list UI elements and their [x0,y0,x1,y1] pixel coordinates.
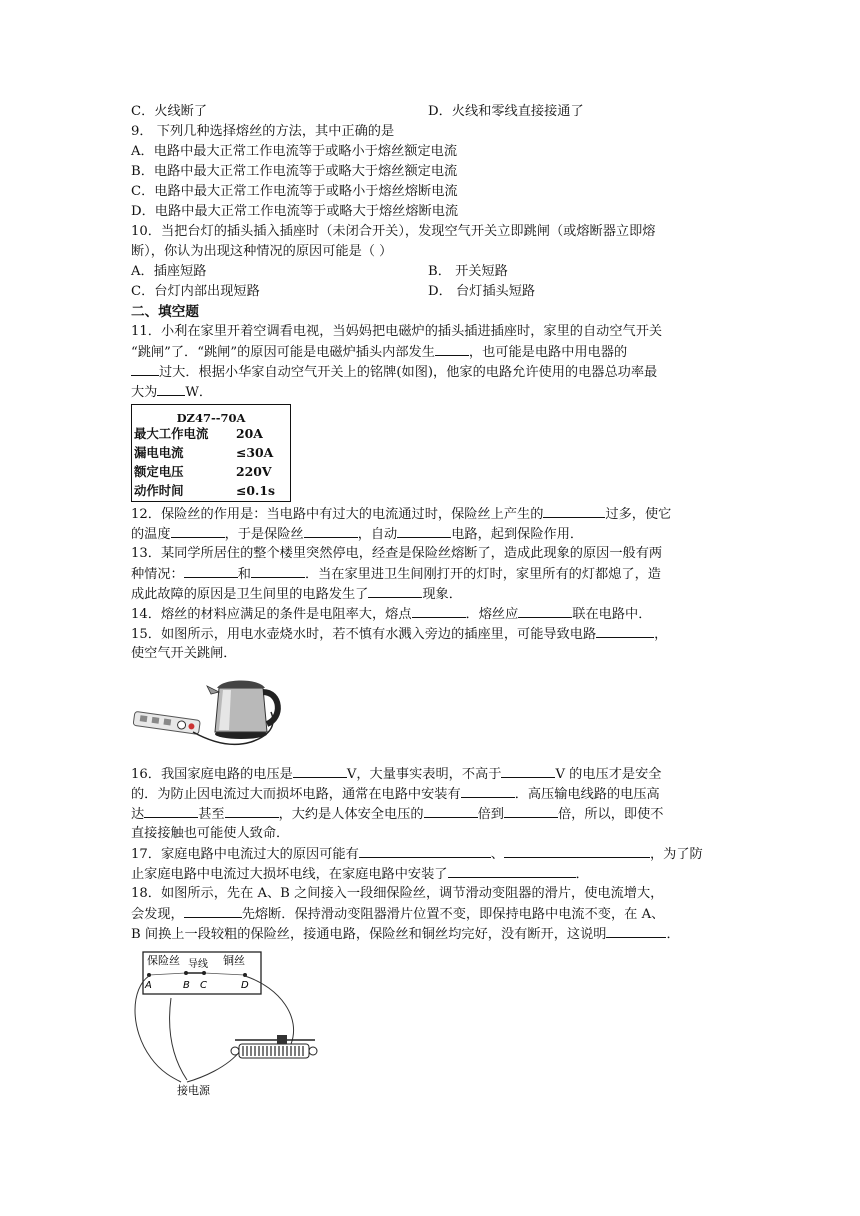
q16-text: V 的电压才是安全 [555,767,662,782]
fuse-circuit-illustration [131,948,341,1098]
q11-line2 [131,342,731,362]
q11-text: 过大．根据小华家自动空气开关上的铭牌(如图)，他家的电路允许使用的电器总功率最 [159,365,658,380]
q18-line2 [131,904,731,924]
point-c-marker [202,971,206,975]
q10-options-row1 [131,262,731,282]
fuse-circuit-figure [131,948,341,1098]
answer-blank [606,924,666,938]
q13-text: 种情况： [131,567,184,582]
breaker-nameplate [131,404,291,502]
answer-blank [501,764,555,778]
q12-text: ，于是保险丝 [224,527,304,542]
label-wire: 导线 [188,959,208,970]
q16-text: ．高压输电线路的电压高 [514,787,660,802]
q10-stem-line1: 10．当把台灯的插头插入插座时（未闭合开关），发现空气开关立即跳闸（或熔断器立即熔 [131,224,656,239]
answer-blank [504,804,558,818]
answer-blank [504,844,650,858]
q16-text: 达 [131,807,145,822]
q11-text: “跳闸”了．“跳闸”的原因可能是电磁炉插头内部发生 [131,345,435,360]
answer-blank [424,804,478,818]
exam-page [131,102,731,1098]
answer-blank [448,864,576,878]
q12-text: 12．保险丝的作用是：当电路中有过大的电流通过时，保险丝上产生的 [131,507,544,522]
q11-line4 [131,382,731,402]
label-power-source: 接电源 [177,1084,210,1097]
q11-line3 [131,362,731,382]
q16-line2 [131,784,731,804]
q13-text: 和 [237,567,251,582]
q18-text: 先熔断．保持滑动变阻器滑片位置不变，即保持电路中电流不变，在 A、 [241,907,665,922]
answer-blank [435,342,469,356]
point-label: A [145,980,152,991]
q9-stem: 9． 下列几种选择熔丝的方法，其中正确的是 [131,124,395,139]
q12-text: 的温度 [131,527,171,542]
q18-line3 [131,924,731,944]
answer-blank [144,804,198,818]
q10-option-c: C．台灯内部出现短路 [131,284,260,299]
q11-text: ，也可能是电路中用电器的 [468,345,628,360]
answer-blank [359,844,491,858]
q18-text: B 间换上一段较粗的保险丝，接通电路，保险丝和铜丝均完好，没有断开，这说明 [131,927,607,942]
q13-text: 现象． [422,587,462,602]
nameplate-label: 动作时间 [134,483,184,498]
q17-line2 [131,864,731,884]
answer-blank [171,524,225,538]
answer-blank [157,382,185,396]
q13-line1: 13．某同学所居住的整个楼里突然停电，经查是保险丝熔断了，造成此现象的原因一般有两 [131,546,663,561]
nameplate-label: 最大工作电流 [134,426,209,441]
q14-text: 14．熔丝的材料应满足的条件是电阻率大，熔点 [131,607,412,622]
q18-text: 会发现， [131,907,184,922]
nameplate-title: DZ47--70A [176,411,246,425]
q16-text: 倍，所以，即使不 [558,807,664,822]
q10-option-b: B． 开关短路 [428,264,508,279]
q8-option-c: C．火线断了 [131,104,208,119]
sliding-rheostat-icon [231,1035,317,1058]
q15-line1 [131,624,731,644]
q17-text: 17．家庭电路中电流过大的原因可能有 [131,847,359,862]
nameplate-label: 额定电压 [134,464,184,479]
answer-blank [412,604,466,618]
label-copper: 铜丝 [223,954,245,967]
q16-text: 倍到 [477,807,504,822]
q9-option-c: C．电路中最大正常工作电流等于或略小于熔丝熔断电流 [131,184,458,199]
q9-option-a: A．电路中最大正常工作电流等于或略小于熔丝额定电流 [131,144,458,159]
nameplate-label: 漏电电流 [134,445,184,460]
q17-text: 止家庭电路中电流过大损坏电线，在家庭电路中安装了 [131,867,448,882]
q15-line2: 使空气开关跳闸． [131,646,237,661]
q16-line1 [131,764,731,784]
answer-blank [184,904,242,918]
q18-text: ． [666,927,680,942]
section-heading-fill-blank: 二、填空题 [131,304,199,320]
point-b-marker [184,971,188,975]
q8-option-d: D．火线和零线直接接通了 [428,104,584,119]
q15-text: 15．如图所示，用电水壶烧水时，若不慎有水溅入旁边的插座里，可能导致电路 [131,627,597,642]
answer-blank [368,584,422,598]
answer-blank [225,804,279,818]
q10-option-a: A．插座短路 [131,264,207,279]
q13-line3 [131,584,731,604]
label-fuse: 保险丝 [147,954,180,967]
answer-blank [461,784,515,798]
q17-text: 、 [490,847,504,862]
q11-text: W． [185,385,213,400]
point-label: C [200,980,207,991]
q14-text: ．熔丝应 [465,607,519,622]
q18-line1: 18．如图所示，先在 A、B 之间接入一段细保险丝，调节滑动变阻器的滑片，使电流增大， [131,886,664,901]
q16-line4: 直接接触也可能使人致命． [131,826,290,841]
nameplate-value: ≤0.1s [236,483,275,498]
q13-line2 [131,564,731,584]
q16-line3 [131,804,731,824]
q14-line [131,604,731,624]
q17-text: ． [575,867,589,882]
answer-blank [596,624,654,638]
power-strip-icon [133,711,200,734]
answer-blank [543,504,605,518]
q17-text: ，为了防 [649,847,703,862]
q10-option-d: D． 台灯插头短路 [428,284,536,299]
q12-line1 [131,504,731,524]
answer-blank [518,604,572,618]
answer-blank [293,764,347,778]
q16-text: 的．为防止因电流过大而损坏电路，通常在电路中安装有 [131,787,461,802]
q16-text: 甚至 [198,807,225,822]
electric-kettle-icon [207,681,278,740]
point-label: B [183,980,190,991]
q10-options-row2 [131,282,731,302]
answer-blank [397,524,451,538]
answer-blank [131,362,159,376]
answer-blank [184,564,238,578]
answer-blank [251,564,305,578]
q12-text: ，自动 [357,527,398,542]
answer-blank [304,524,358,538]
q13-text: 成此故障的原因是卫生间里的电路发生了 [131,587,369,602]
q9-option-b: B．电路中最大正常工作电流等于或略大于熔丝额定电流 [131,164,458,179]
q17-line1 [131,844,731,864]
q16-text: V，大量事实表明，不高于 [346,767,502,782]
q8-options-row [131,102,731,122]
q12-text: 电路，起到保险作用． [451,527,584,542]
q12-line2 [131,524,731,544]
q12-text: 过多，使它 [605,507,672,522]
q16-text: ，大约是人体安全电压的 [278,807,424,822]
kettle-figure [131,668,291,764]
q10-stem-line2: 断），你认为出现这种情况的原因可能是（ ） [131,244,393,259]
q16-text: 16．我国家庭电路的电压是 [131,767,293,782]
lead-wire [170,998,187,1080]
nameplate-value: 20A [236,426,263,441]
q15-text: ， [654,627,668,642]
q11-line1: 11．小利在家里开着空调看电视，当妈妈把电磁炉的插头插进插座时，家里的自动空气开关 [131,324,663,339]
q11-text: 大为 [131,385,158,400]
kettle-power-strip-illustration [131,668,291,764]
q14-text: 联在电路中． [572,607,652,622]
q9-option-d: D．电路中最大正常工作电流等于或略大于熔丝熔断电流 [131,204,459,219]
nameplate-value: 220V [236,464,272,479]
point-label: D [241,980,249,991]
nameplate-value: ≤30A [236,445,274,460]
q13-text: ．当在家里进卫生间刚打开的灯时，家里所有的灯都熄了，造 [304,567,661,582]
